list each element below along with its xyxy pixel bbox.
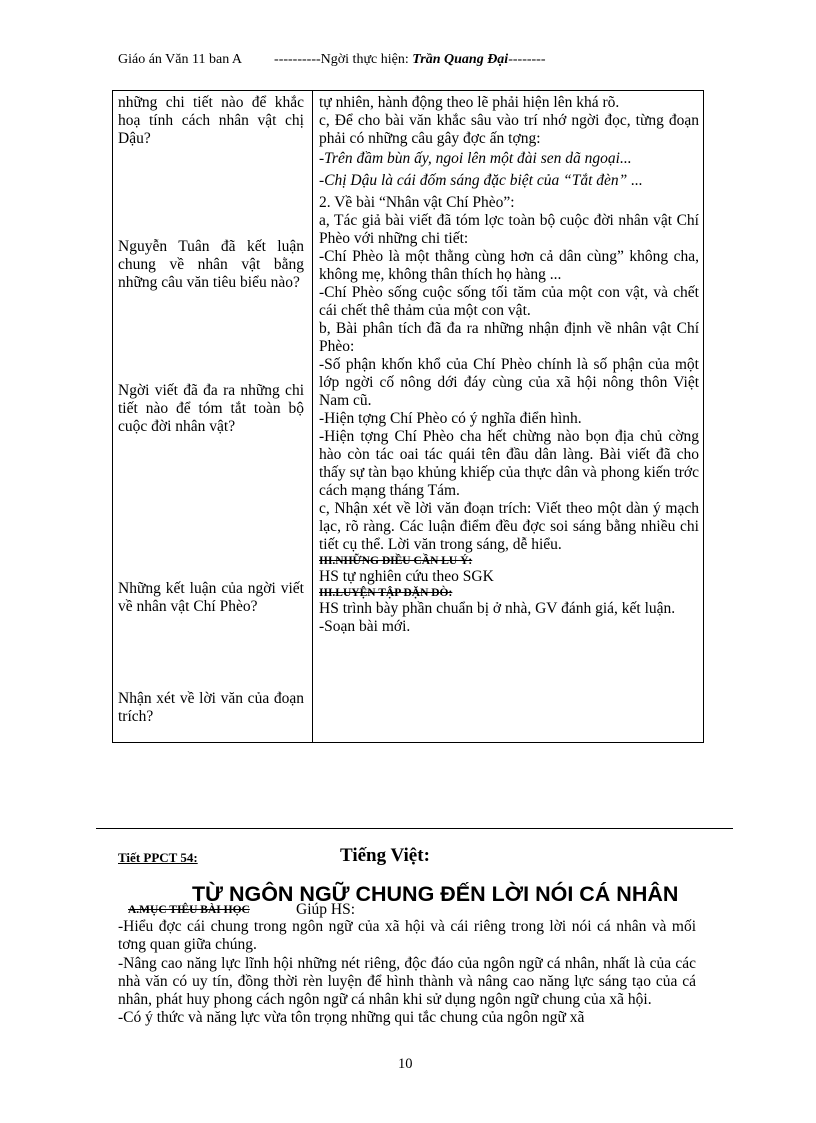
section-divider bbox=[96, 828, 733, 829]
question-5: Nhận xét về lời văn của đoạn trích? bbox=[118, 690, 304, 725]
answer-detail: -Hiện tợng Chí Phèo có ý nghĩa điển hình. bbox=[319, 410, 582, 427]
objective-item: -Có ý thức và năng lực vừa tôn trọng những qui tắc chung của ngôn ngữ xã bbox=[118, 1009, 585, 1027]
page-number: 10 bbox=[398, 1056, 413, 1072]
objective-item: -Nâng cao năng lực lĩnh hội những nét riêng, độc đáo của ngôn ngữ cá nhân, nhất là của các nhà văn có uy tín, đồng thời rèn luyện để hình thành và nâng cao năng lực sáng tạo của cá nhân, phát huy phong cách ngôn ngữ cá nhân khi sử dụng ngôn ngữ chung của xã hội. bbox=[118, 954, 696, 1009]
answer-detail: HS trình bày phần chuẩn bị ở nhà, GV đánh giá, kết luận. bbox=[319, 600, 676, 617]
lesson-table bbox=[112, 90, 704, 743]
question-1: những chi tiết nào để khắc hoạ tính cách nhân vật chị Dậu? bbox=[118, 94, 304, 147]
answer-detail: -Chí Phèo sống cuộc sống tối tăm của một con vật, và chết cái chết thê thảm của một con vật. bbox=[319, 284, 699, 319]
objectives-list bbox=[118, 918, 696, 1028]
objectives-intro: Giúp HS: bbox=[296, 901, 355, 918]
subject-label: Tiếng Việt: bbox=[340, 845, 430, 866]
document-title: Giáo án Văn 11 ban A bbox=[118, 52, 243, 67]
author-name: Trần Quang Đại bbox=[412, 52, 509, 67]
answer-detail: -Hiện tợng Chí Phèo cha hết chừng nào bọn địa chủ cờng hào còn tác oai tác quái tên đầu dân làng. Bài viết đã cho thấy sự tàn bạo khủng khiếp của thực dân và phong kiến trớc cách mạng tháng Tám. bbox=[319, 428, 699, 499]
answer-detail: HS tự nghiên cứu theo SGK bbox=[319, 568, 494, 585]
answer-point-c2: c, Nhận xét về lời văn đoạn trích: Viết theo một dàn ý mạch lạc, rõ ràng. Các luận điểm đều đợc soi sáng bằng nhiều chi tiết cụ thể. Lời văn trong sáng, dễ hiểu. bbox=[319, 500, 699, 553]
answers-column bbox=[319, 94, 699, 636]
table-column-divider bbox=[312, 91, 313, 742]
answer-point-a: a, Tác giả bài viết đã tóm lợc toàn bộ cuộc đời nhân vật Chí Phèo với những chi tiết: bbox=[319, 212, 699, 247]
answer-line: tự nhiên, hành động theo lẽ phải hiện lên khá rõ. bbox=[319, 94, 620, 111]
answer-point-c: c, Để cho bài văn khắc sâu vào trí nhớ ngời đọc, từng đoạn phải có những câu gây đợc ấn tợng: bbox=[319, 112, 699, 147]
answer-point-b: b, Bài phân tích đã đa ra những nhận định về nhân vật Chí Phèo: bbox=[319, 320, 699, 355]
page-header bbox=[118, 52, 678, 68]
header-dashes-right: -------- bbox=[508, 52, 546, 67]
objective-item: -Hiểu đợc cái chung trong ngôn ngữ của xã hội và cái riêng trong lời nói cá nhân và mối tơng quan giữa chúng. bbox=[118, 918, 696, 954]
question-3: Ngời viết đã đa ra những chi tiết nào để tóm tắt toàn bộ cuộc đời nhân vật? bbox=[118, 382, 304, 435]
header-dashes-left: ---------- bbox=[274, 52, 321, 67]
question-2: Nguyễn Tuân đã kết luận chung về nhân vật bằng những câu văn tiêu biểu nào? bbox=[118, 238, 304, 291]
questions-column bbox=[118, 94, 304, 739]
period-label: Tiết PPCT 54: bbox=[118, 850, 198, 865]
objectives-heading: A.MỤC TIÊU BÀI HỌC bbox=[128, 904, 250, 916]
section-heading-practice: III.LUYỆN TẬP DẶN DÒ: bbox=[319, 587, 453, 599]
answer-detail: -Soạn bài mới. bbox=[319, 618, 411, 635]
answer-detail: -Số phận khốn khổ của Chí Phèo chính là số phận của một lớp ngời cố nông dới đáy cùng của xã hội nông thôn Việt Nam cũ. bbox=[319, 356, 699, 409]
section-heading-notes: III.NHỮNG ĐIỀU CẦN LU Ý: bbox=[319, 555, 473, 567]
author-label: Ngời thực hiện: bbox=[320, 52, 409, 67]
lesson-title: TỪ NGÔN NGỮ CHUNG ĐẾN LỜI NÓI CÁ NHÂN bbox=[192, 882, 679, 906]
quote-tat-den: -Chị Dậu là cái đốm sáng đặc biệt của “Tắt đèn” ... bbox=[319, 172, 643, 189]
answer-heading-2: 2. Về bài “Nhân vật Chí Phèo”: bbox=[319, 194, 515, 211]
quote-lotus: -Trên đầm bùn ấy, ngoi lên một đài sen dã ngoại... bbox=[319, 150, 632, 167]
question-4: Những kết luận của ngời viết về nhân vật Chí Phèo? bbox=[118, 580, 304, 615]
answer-detail: -Chí Phèo là một thằng cùng hơn cả dân cùng” không cha, không mẹ, không thân thích họ hàng ... bbox=[319, 248, 699, 283]
